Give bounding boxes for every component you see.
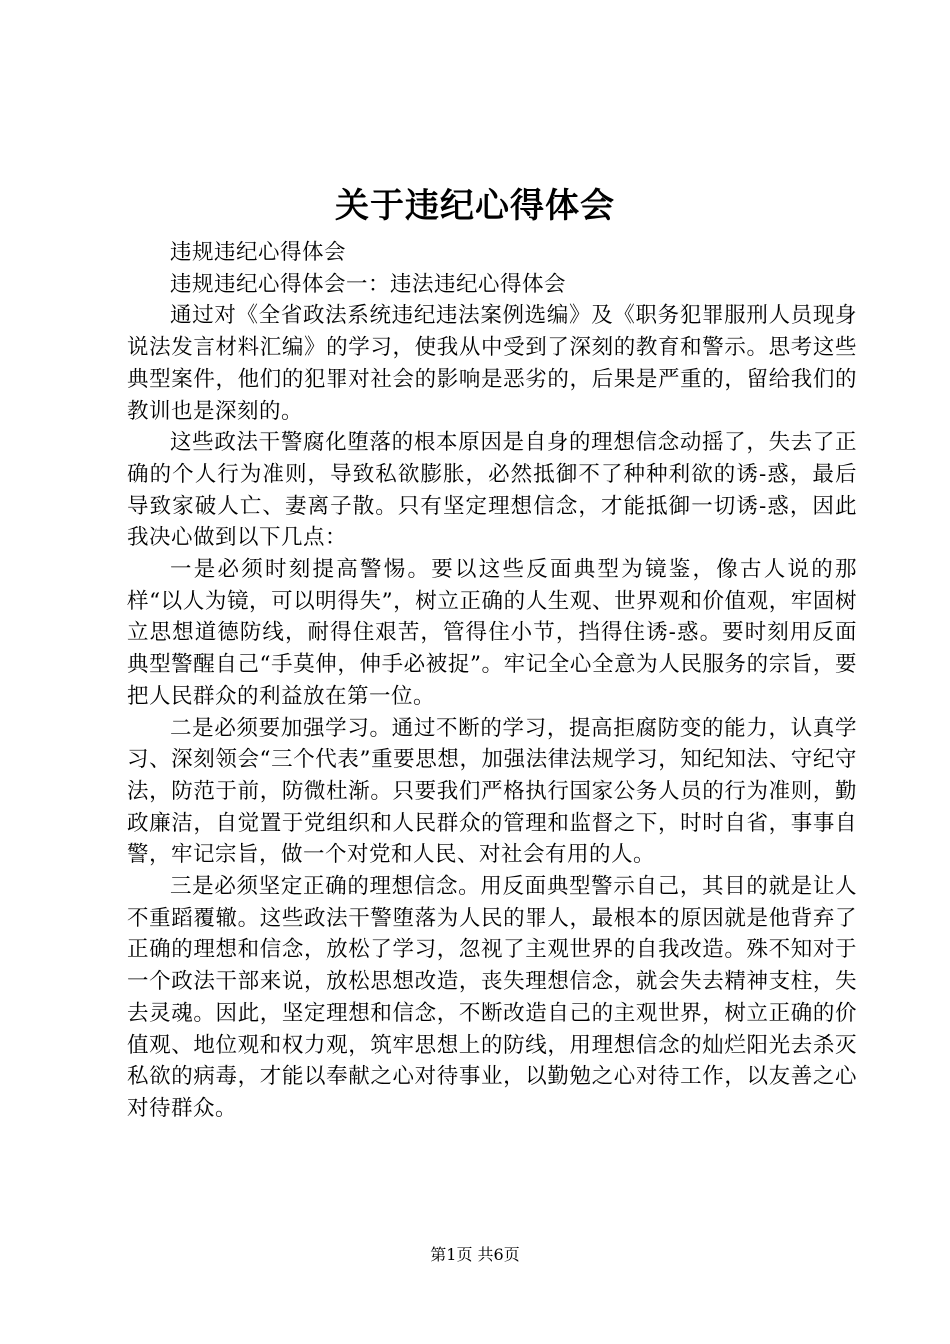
paragraph: 三是必须坚定正确的理想信念。用反面典型警示自己，其目的就是让人不重蹈覆辙。这些政法干警堕落为人民的罪人，最根本的原因就是他背弃了正确的理想和信念，放松了学习，忽视了主观世界的自我改造。殊不知对于一个政法干部来说，放松思想改造，丧失理想信念，就会失去精神支柱，失去灵魂。因此，坚定理想和信念，不断改造自己的主观世界，树立正确的价值观、地位观和权力观，筑牢思想上的防线，用理想信念的灿烂阳光去杀灭私欲的病毒，才能以奉献之心对待事业，以勤勉之心对待工作，以友善之心对待群众。 [127, 874, 857, 1121]
paragraph: 这些政法干警腐化堕落的根本原因是自身的理想信念动摇了，失去了正确的个人行为准则，导致私欲膨胀，必然抵御不了种种利欲的诱-惑，最后导致家破人亡、妻离子散。只有坚定理想信念，才能抵御一切诱-惑，因此我决心做到以下几点： [127, 430, 857, 551]
document-title: 关于违纪心得体会 [335, 186, 615, 226]
paragraph: 一是必须时刻提高警惕。要以这些反面典型为镜鉴，像古人说的那样“以人为镜，可以明得失”，树立正确的人生观、世界观和价值观，牢固树立思想道德防线，耐得住艰苦，管得住小节，挡得住诱-惑。要时刻用反面典型警醒自己“手莫伸，伸手必被捉”。牢记全心全意为人民服务的宗旨，要把人民群众的利益放在第一位。 [127, 557, 857, 709]
paragraph-subtitle: 违规违纪心得体会 [170, 240, 347, 265]
document-body [127, 237, 857, 1125]
paragraph-section-heading: 违规违纪心得体会一：违法违纪心得体会 [170, 271, 567, 297]
paragraph: 二是必须要加强学习。通过不断的学习，提高拒腐防变的能力，认真学习、深刻领会“三个代表”重要思想，加强法律法规学习，知纪知法、守纪守法，防范于前，防微杜渐。只要我们严格执行国家公务人员的行为准则，勤政廉洁，自觉置于党组织和人民群众的管理和监督之下，时时自省，事事自警，牢记宗旨，做一个对党和人民、对社会有用的人。 [127, 715, 857, 868]
page-number-footer: 第1页 共6页 [430, 1245, 520, 1264]
paragraph: 通过对《全省政法系统违纪违法案例选编》及《职务犯罪服刑人员现身说法发言材料汇编》的学习，使我从中受到了深刻的教育和警示。思考这些典型案件，他们的犯罪对社会的影响是恶劣的，后果是严重的，留给我们的教训也是深刻的。 [127, 303, 857, 424]
